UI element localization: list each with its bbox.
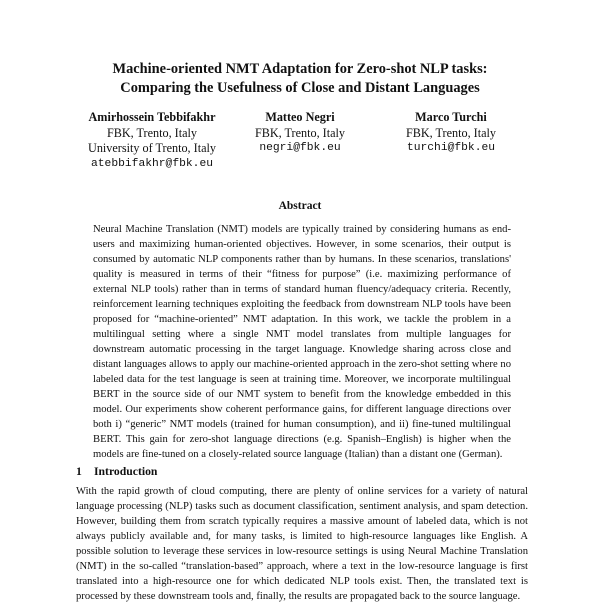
abstract-body bbox=[93, 222, 511, 462]
author-block bbox=[0, 110, 600, 170]
paper-title bbox=[0, 60, 600, 98]
author-affiliation: FBK, Trento, Italy bbox=[405, 125, 497, 140]
section-number: 1 bbox=[76, 465, 82, 478]
abstract-text: Neural Machine Translation (NMT) models are typically trained by considering humans as end-users and maximizing human-oriented objectives. However, in some scenarios, their output is consumed by automatic NLP components rather than by humans. In these scenarios, translations' quality is measured in terms of their “fitness for purpose” (i.e. maximizing performance of external NLP tools) rather than in terms of standard human fluency/adequacy criteria. Recently, reinforcement learning techniques exploiting the feedback from downstream NLP tools have been proposed for “machine-oriented” NMT adaptation. In this work, we tackle the problem in a multilingual setting where a single NMT model translates from multiple languages for downstream automatic processing in the target language. Knowledge sharing across close and distant languages allows to apply our machine-oriented approach in the zero-shot setting where no labeled data for the test language is seen at training time. Moreover, we incorporate multilingual BERT in the source side of our NMT system to benefit from the knowledge embedded in this model. Our experiments show coherent performance gains, for different language directions over both i) “generic” NMT models (trained for human consumption), and ii) fine-tuned multilingual BERT. This gain for zero-shot language directions (e.g. Spanish–English) is higher when the models are fine-tuned on a closely-related source language (Italian) than a distant one (German). bbox=[93, 224, 511, 460]
author-name: Matteo Negri bbox=[265, 110, 335, 124]
author-email: turchi@fbk.eu bbox=[406, 142, 496, 154]
section-paragraph: With the rapid growth of cloud computing, there are plenty of online services for a variety of natural language processing (NLP) tasks such as document classification, sentiment analysis, and spam detection. However, building them from scratch typically requires a massive amount of labeled data, which is not always publicly available and, for many tasks, is limited to high-resource languages like English. A possible solution to leverage these services in low-resource settings is using Neural Machine Translation (NMT) in the so-called “translation-based” approach, where a text in the low-resource language is first translated into a high-resource one for which dedicated NLP tools exist. Then, the translated text is processed by these downstream tools and, finally, the results are propagated back to the source language. bbox=[76, 486, 528, 602]
title-line-1: Machine-oriented NMT Adaptation for Zero-shot NLP tasks: bbox=[112, 61, 488, 77]
author-affiliation: FBK, Trento, Italy bbox=[254, 125, 346, 140]
section-title: Introduction bbox=[94, 465, 158, 478]
section-body bbox=[76, 484, 528, 604]
author-affiliation: University of Trento, Italy bbox=[88, 141, 216, 155]
author-affiliation: FBK, Trento, Italy bbox=[106, 125, 198, 140]
author-email: negri@fbk.eu bbox=[259, 142, 341, 154]
section-heading bbox=[76, 465, 157, 478]
abstract-heading: Abstract bbox=[278, 200, 322, 212]
author-2 bbox=[215, 110, 385, 157]
author-name: Amirhossein Tebbifakhr bbox=[88, 110, 216, 124]
author-name: Marco Turchi bbox=[415, 110, 487, 124]
author-3 bbox=[366, 110, 536, 157]
author-email: atebbifakhr@fbk.eu bbox=[90, 157, 214, 170]
title-line-2: Comparing the Usefulness of Close and Distant Languages bbox=[120, 80, 480, 96]
